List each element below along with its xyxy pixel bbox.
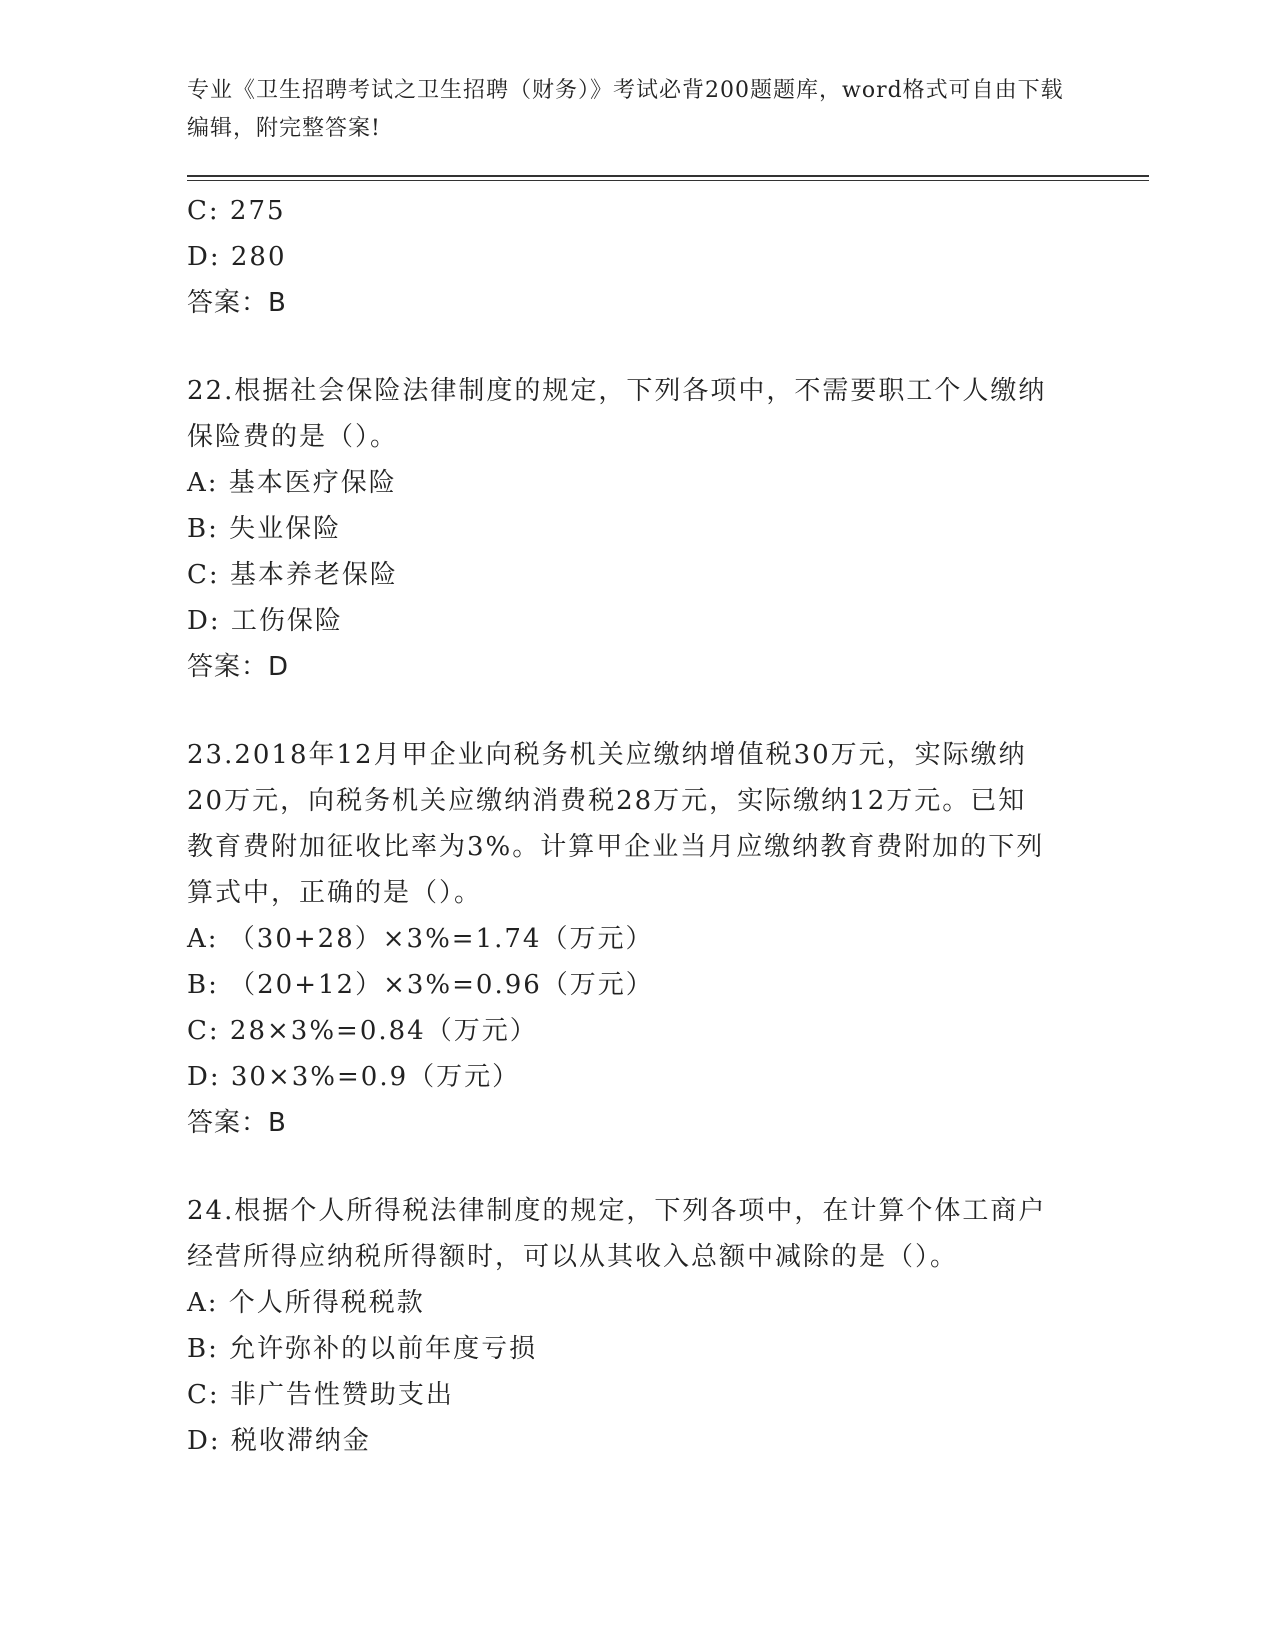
header-divider-thin [187,180,1149,181]
spacer [187,690,1087,732]
option-d: D: 工伤保险 [187,606,343,636]
question-stem: 23.2018年12月甲企业向税务机关应缴纳增值税30万元，实际缴纳 20万元，向税务机关应缴纳消费税28万元，实际缴纳12万元。已知 教育费附加征收比率为3%。计算甲企业当月应缴纳教育费附加的下列 算式中，正确的是（）。 [187,740,1045,908]
option-a: A: 个人所得税税款 [187,1288,425,1318]
page-header: 专业《卫生招聘考试之卫生招聘（财务）》考试必背200题题库，word格式可自由下载编辑，附完整答案! [187,78,1064,141]
question-stem: 22.根据社会保险法律制度的规定，下列各项中，不需要职工个人缴纳 保险费的是（）。 [187,376,1047,452]
option-d: D: 税收滞纳金 [187,1426,371,1456]
spacer [187,1146,1087,1188]
option-c: C: 28×3%=0.84（万元） [187,1016,538,1046]
question-content [187,188,1087,1464]
question-stem: 24.根据个人所得税法律制度的规定，下列各项中，在计算个体工商户 经营所得应纳税所得额时，可以从其收入总额中减除的是（）。 [187,1196,1047,1272]
option-c: C: 非广告性赞助支出 [187,1380,454,1410]
option-b: B: （20+12）×3%=0.96（万元） [187,970,654,1000]
answer: 答案：B [187,1108,287,1138]
answer: 答案：D [187,652,290,682]
option-d: D: 30×3%=0.9（万元） [187,1062,521,1092]
option-d: D: 280 [187,242,287,272]
answer: 答案：B [187,288,287,318]
option-a: A: 基本医疗保险 [187,468,397,498]
option-b: B: 失业保险 [187,514,342,544]
option-c: C: 基本养老保险 [187,560,398,590]
option-a: A: （30+28）×3%=1.74（万元） [187,924,654,954]
question-23 [187,732,1087,1146]
option-c: C: 275 [187,196,286,226]
header-divider [187,175,1149,177]
question-22 [187,368,1087,690]
question-24 [187,1188,1087,1464]
spacer [187,326,1087,368]
question-21-tail [187,188,1087,326]
option-b: B: 允许弥补的以前年度亏损 [187,1334,538,1364]
